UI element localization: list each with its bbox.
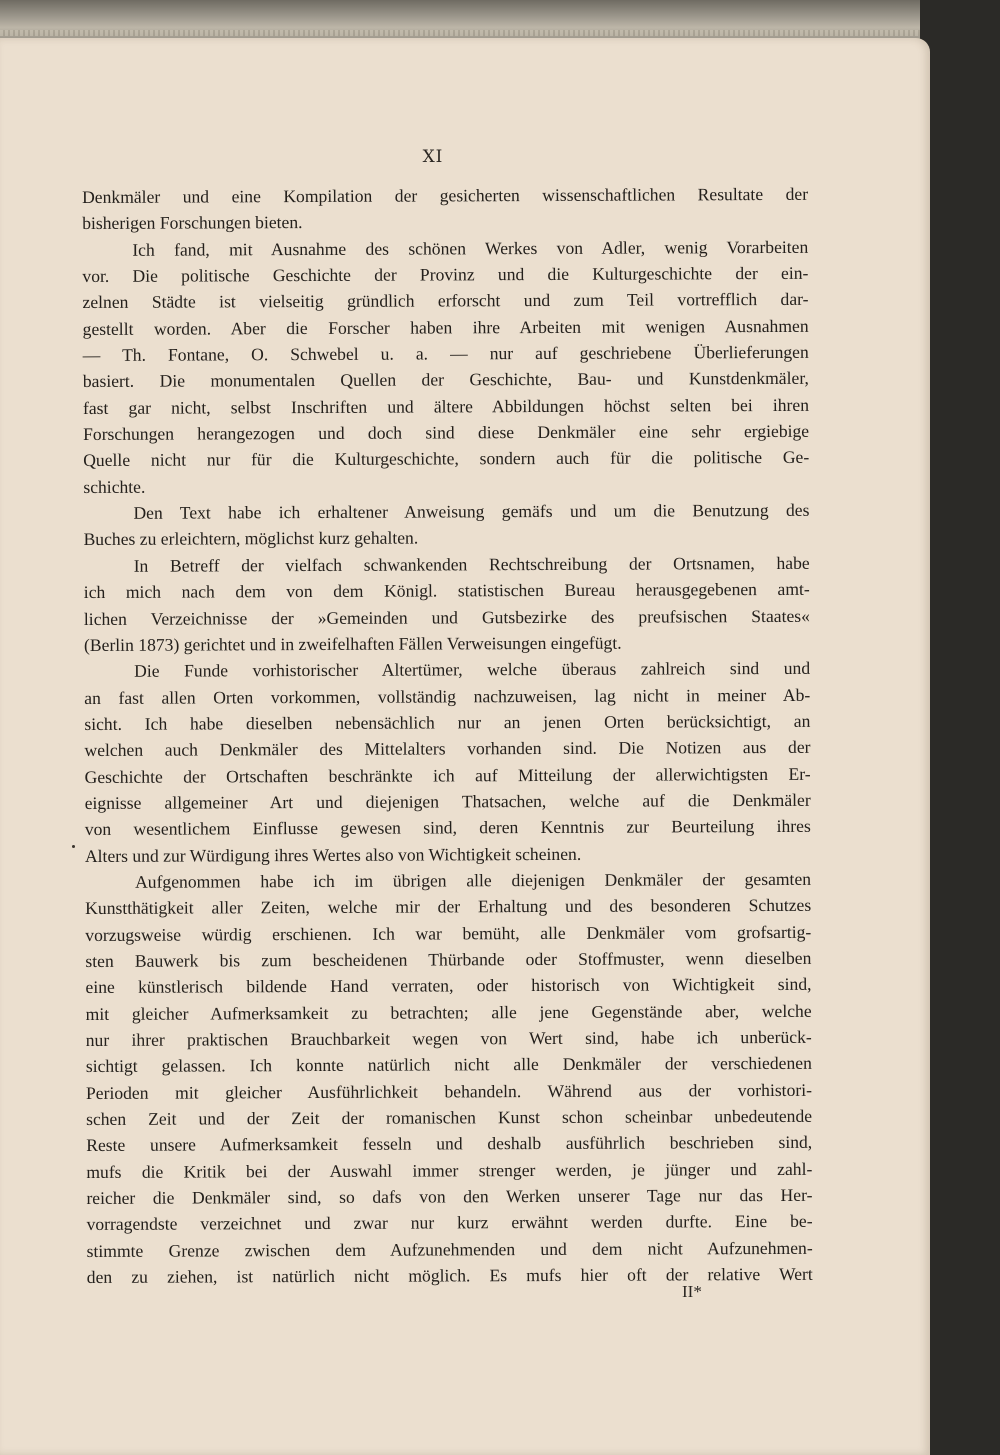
text-line: Denkmäler und eine Kompilation der gesicherten wissenschaftlichen Resultate der xyxy=(82,183,809,207)
text-line: sten Bauwerk bis zum bescheidenen Thürbande oder Stoffmuster, wenn dieselben xyxy=(85,947,812,971)
text-line: Den Text habe ich erhaltener Anweisung gemäfs und um die Benutzung des xyxy=(133,499,810,523)
body-text xyxy=(82,181,813,1291)
text-line: basiert. Die monumentalen Quellen der Geschichte, Bau- und Kunstdenkmäler, xyxy=(82,368,809,392)
text-line: lichen Verzeichnisse der »Gemeinden und Gutsbezirke des preufsischen Staates« xyxy=(83,605,810,629)
paper-speck xyxy=(72,845,75,848)
text-line: sicht. Ich habe dieselben nebensächlich nur an jenen Orten berücksichtigt, an xyxy=(84,710,811,734)
text-line: mit gleicher Aufmerksamkeit zu betrachten; alle jene Gegenstände aber, welche xyxy=(85,1000,812,1024)
text-line: In Betreff der vielfach schwankenden Rechtschreibung der Ortsnamen, habe xyxy=(133,552,810,576)
text-line: Reste unsere Aufmerksamkeit fesseln und deshalb ausführlich beschrieben sind, xyxy=(86,1132,813,1156)
text-line: Ich fand, mit Ausnahme des schönen Werkes von Adler, wenig Vorarbeiten xyxy=(132,236,809,260)
text-line: schen Zeit und der Zeit der romanischen Kunst schon scheinbar unbedeutende xyxy=(86,1105,813,1130)
text-line: nur ihrer praktischen Brauchbarkeit wegen von Wert sind, habe ich unberück- xyxy=(85,1026,812,1050)
signature-mark: II* xyxy=(682,1282,702,1301)
text-line: Die Funde vorhistorischer Altertümer, welche überaus zahlreich sind und xyxy=(134,658,811,681)
text-line: stimmte Grenze zwischen dem Aufzunehmenden und dem nicht Aufzunehmen- xyxy=(86,1237,813,1261)
text-line: welchen auch Denkmäler des Mittelalters vorhanden sind. Die Notizen aus der xyxy=(84,737,811,761)
text-line: Perioden mit gleicher Ausführlichkeit behandeln. Während aus der vorhistori- xyxy=(85,1079,813,1103)
text-line: Alters und zur Würdigung ihres Wertes also von Wichtigkeit scheinen. xyxy=(84,843,582,866)
text-line: den zu ziehen, ist natürlich nicht möglich. Es mufs hier oft der relative Wert xyxy=(86,1263,813,1288)
text-line: vorragendste verzeichnet und zwar nur kurz erwähnt werden durfte. Eine be- xyxy=(86,1211,813,1235)
text-line: Aufgenommen habe ich im übrigen alle diejenigen Denkmäler der gesamten xyxy=(135,868,812,892)
text-line: Geschichte der Ortschaften beschränkte ich auf Mitteilung der allerwichtigsten Er- xyxy=(84,763,811,787)
text-line: schichte. xyxy=(83,476,146,497)
text-line: an fast allen Orten vorkommen, vollständig nachzuweisen, lag nicht in meiner Ab- xyxy=(84,684,811,708)
text-line: eignisse allgemeiner Art und diejenigen Thatsachen, welche auf die Denkmäler xyxy=(84,789,811,813)
page-number: XI xyxy=(422,147,444,167)
text-line: Buches zu erleichtern, möglichst kurz gehalten. xyxy=(83,528,419,550)
text-line: (Berlin 1873) gerichtet und in zweifelhaften Fällen Verweisungen eingefügt. xyxy=(83,632,622,655)
text-line: Forschungen herangezogen und doch sind diese Denkmäler eine sehr ergiebige xyxy=(83,420,810,445)
text-line: Quelle nicht nur für die Kulturgeschichte, sondern auch für die politische Ge- xyxy=(83,447,810,471)
text-line: gestellt worden. Aber die Forscher haben ihre Arbeiten mit wenigen Ausnahmen xyxy=(82,315,809,339)
text-line: zelnen Städte ist vielseitig gründlich erforscht und zum Teil vortrefflich dar- xyxy=(82,289,809,313)
text-line: Kunstthätigkeit aller Zeiten, welche mir der Erhaltung und des besonderen Schutzes xyxy=(85,895,812,919)
text-line: bisherigen Forschungen bieten. xyxy=(82,212,303,234)
text-line: reicher die Denkmäler sind, so dafs von den Werken unserer Tage nur das Her- xyxy=(86,1184,813,1209)
text-line: vor. Die politische Geschichte der Provinz und die Kulturgeschichte der ein- xyxy=(82,262,809,287)
text-line: sichtigt gelassen. Ich konnte natürlich nicht alle Denkmäler der verschiedenen xyxy=(85,1053,812,1077)
text-line: vorzugsweise würdig erschienen. Ich war bemüht, alle Denkmäler vom grofsartig- xyxy=(85,921,812,945)
text-line: eine künstlerisch bildende Hand verraten, oder historisch von Wichtigkeit sind, xyxy=(85,974,812,998)
text-line: fast gar nicht, selbst Inschriften und ältere Abbildungen höchst selten bei ihren xyxy=(82,394,810,418)
text-line: — Th. Fontane, O. Schwebel u. a. — nur auf geschriebene Überlieferungen xyxy=(82,341,809,366)
text-line: mufs die Kritik bei der Auswahl immer strenger werden, je jünger und zahl- xyxy=(86,1158,813,1182)
text-line: von wesentlichem Einflusse gewesen sind, deren Kenntnis zur Beurteilung ihres xyxy=(84,816,811,840)
text-line: ich mich nach dem von dem Königl. statistischen Bureau herausgegebenen amt- xyxy=(83,578,810,603)
